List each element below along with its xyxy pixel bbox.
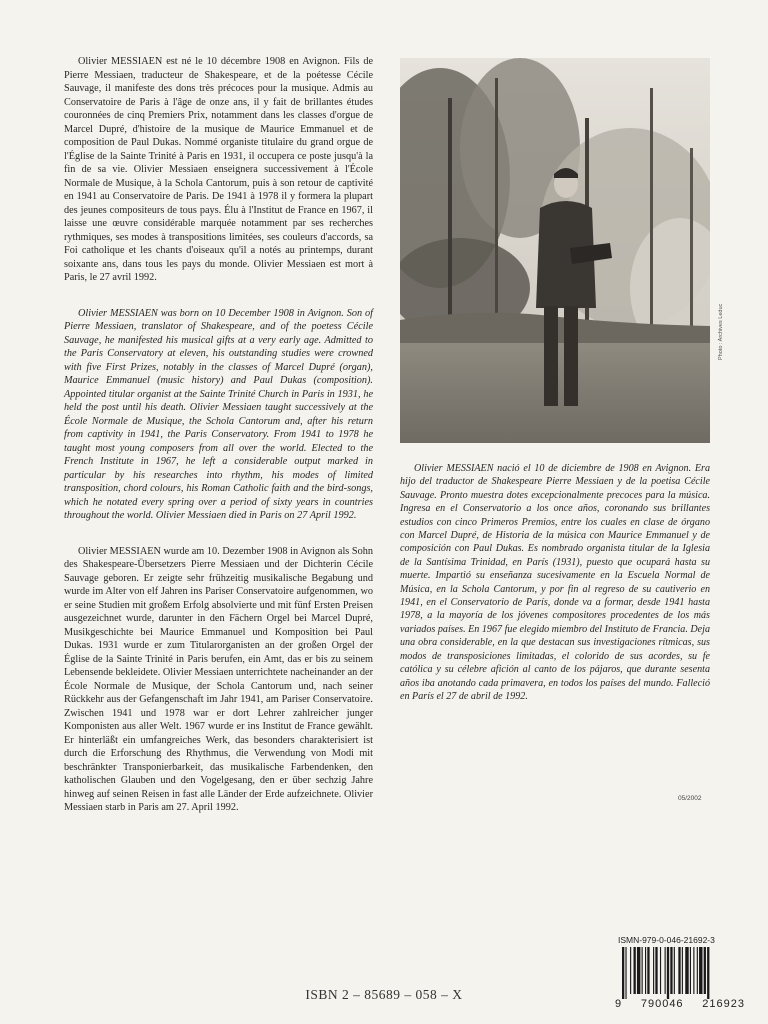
photo-credit: Photo : Archives Leduc — [718, 303, 724, 360]
isbn-number: ISBN 2 – 85689 – 058 – X — [305, 987, 463, 1002]
left-column — [64, 55, 373, 837]
bio-german: Olivier MESSIAEN wurde am 10. Dezember 1908 in Avignon als Sohn des Shakespeare-Übersetzers Pierre Messiaen und der Dichterin Cécile Sauvage geboren. Er zeigte sehr frühzeitig musikalische Begabung und wurde im Alter von elf Jahren ins Pariser Conservatoire aufgenommen, wo er seine Studien mit großem Erfolg absolvierte und mit fünf Ersten Preisen ausgezeichnet wurde, darunter in den Fächern Orgel bei Marcel Dupré, Musikgeschichte bei Maurice Emmanuel und Komposition bei Paul Dukas. 1931 wurde er zum Titularorganisten an der großen Orgel der Église de la Sainte Trinité in Paris berufen, ein Amt, das er bis zu seinem Lebensende bekleidete. Olivier Messiaen unterrichtete nacheinander an der École Normale de Musique, der Schola Cantorum und, nach seiner Rückkehr aus der Gefangenschaft im Jahr 1941, am Pariser Conservatoire. Zwischen 1941 und 1978 war er dort Lehrer zahlreicher junger Komponisten aus aller Welt. 1967 wurde er ins Institut de France gewählt. Er hinterläßt ein umfangreiches Werk, das besonders charakterisiert ist durch die Erforschung des Rhythmus, die Verwendung von Modi mit beschränkter Transponierbarkeit, das musikalische Farbendenken, den katholischen Glauben und den Vogelgesang, den er über sechzig Jahre hinweg auf seinen Reisen in fast alle Länder der Erde aufzeichnete. Olivier Messiaen starb in Paris am 27. April 1992. — [64, 545, 373, 813]
bio-english: Olivier MESSIAEN was born on 10 December 1908 in Avignon. Son of Pierre Messiaen, translator of Shakespeare, and of the poetess Cécile Sauvage, he manifested his musical gifts at a very early age. Admitted to the Paris Conservatory at eleven, his outstanding studies were crowned with five First Prizes, notably in the classes of Marcel Dupré (organ), Maurice Emmanuel (music history) and Paul Dukas (composition). Appointed titular organist at the Sainte Trinité Church in Paris in 1931, he held the post until his death. Olivier Messiaen taught successively at the École Normale de Musique, the Schola Cantorum and, after his return from captivity in 1941, the Paris Conservatory. From 1941 to 1978 he taught most young composers from all over the world. Elected to the French Institute in 1967, he left a considerable output marked in particular by his researches into rhythm, his modes of limited transposition, chord colours, his Roman Catholic faith and the bird-songs, which he notated every spring over a period of sixty years in countries throughout the world. Olivier Messiaen died in Paris on 27 April 1992. — [64, 307, 373, 521]
barcode-digit-group: 790046 — [640, 998, 684, 1010]
portrait-photo — [400, 58, 710, 443]
right-column — [400, 462, 710, 725]
barcode-digit-group: 9 — [615, 998, 623, 1010]
bio-french: Olivier MESSIAEN est né le 10 décembre 1908 en Avignon. Fils de Pierre Messiaen, traducteur de Shakespeare, et de la poétesse Cécile Sauvage, il manifeste des dons très précoces pour la musique. Admis au Conservatoire de Paris à l'âge de onze ans, il y fait de brillantes études couronnées de cinq Premiers Prix, notamment dans les classes d'orgue de Marcel Dupré, d'histoire de la musique de Maurice Emmanuel et de composition de Paul Dukas. Nommé organiste titulaire du grand orgue de l'Église de la Sainte Trinité à Paris en 1931, il occupera ce poste jusqu'à la fin de sa vie. Olivier Messiaen enseignera successivement à l'École Normale de Musique, à la Schola Cantorum, puis à son retour de captivité en 1941 au Conservatoire de Paris. De 1941 à 1978 il y formera la plupart des jeunes compositeurs de tous pays. Élu à l'Institut de France en 1967, il laisse une œuvre considérable marquée notamment par ses recherches rythmiques, ses modes à transpositions limitées, ses couleurs d'accords, sa Foi catholique et les chants d'oiseaux qu'il a notés au printemps, durant soixante ans, dans tous les pays du monde. Olivier Messiaen est mort à Paris, le 27 avril 1992. — [64, 56, 373, 283]
barcode-digit-group: 216923 — [702, 998, 745, 1010]
ismn-number: ISMN-979-0-046-21692-3 — [618, 935, 715, 945]
photo-illustration — [400, 58, 710, 443]
bio-spanish: Olivier MESSIAEN nació el 10 de diciembre de 1908 en Avignon. Era hijo del traductor de Shakespeare Pierre Messiaen y de la poetisa Cécile Sauvage. Pronto muestra dotes excepcionalmente precoces para la música. Ingresa en el Conservatorio a los once años, coronando sus brillantes estudios con cinco Primeros Premios, entre los cuales en clase de órgano con Marcel Dupré, de Historia de la música con Maurice Emmanuel y de composición con Paul Dukas. Es nombrado organista titular de la Iglesia de la Santísima Trinidad, en París (1931), puesto que ocupará hasta su muerte. Impartió su enseñanza sucesivamente en la Escuela Normal de Música, en la Schola Cantorum, y por fin al regreso de su cautiverio en 1941, en el Conservatorio de París, donde va a formar, desde 1941 hasta 1978, a la mayoría de los jóvenes compositores procedentes de los más variados países. En 1967 fue elegido miembro del Instituto de Francia. Deja una obra considerable, en la que destacan sus investigaciones rítmicas, sus modos de transposiciones limitadas, el colorido de sus acordes, su fe católica y su célebre afición al canto de los pájaros, que durante sesenta años iba anotando cada primavera, en todos los países del mundo. Falleció en París el 27 de abril de 1992. — [400, 463, 710, 702]
date-code: 05/2002 — [678, 795, 702, 802]
